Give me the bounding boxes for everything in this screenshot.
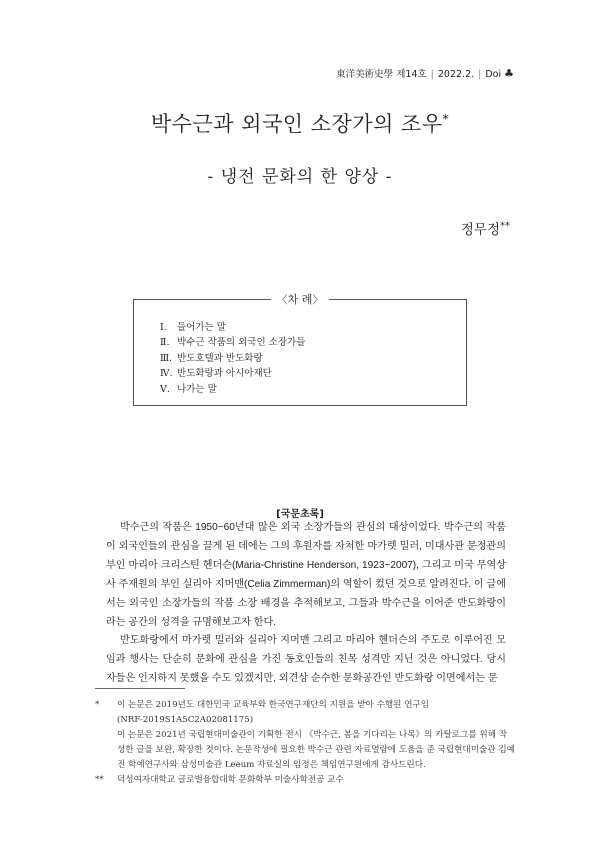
- header-separator: |: [430, 69, 434, 80]
- footnote-line: 이 논문은 2019년도 대한민국 교육부와 한국연구재단의 지원을 받아 수행된 연구임: [117, 700, 430, 710]
- author: [461, 218, 510, 238]
- toc-item-label: 박수근 작품의 외국인 소장가들: [177, 337, 306, 349]
- footnote: [95, 698, 515, 773]
- club-suit-icon: ♣: [504, 67, 514, 80]
- toc-item-number: Ⅲ.: [160, 352, 173, 364]
- author-footnote-mark: **: [500, 220, 510, 232]
- author-name: 정무정: [460, 222, 500, 238]
- footnotes: [95, 698, 515, 787]
- footnote-divider: [95, 688, 185, 689]
- footnote-line: 덕성여자대학교 글로벌융합대학 문화학부 미술사학전공 교수: [117, 774, 344, 785]
- title-footnote-mark: *: [442, 112, 450, 126]
- toc-item: [160, 320, 305, 335]
- footnote-line: 이 논문은 2021년 국립현대미술관이 기획한 전시 《박수근, 봄을 기다리는 나목》의 카탈로그를 위해 작성한 글을 보완, 확장한 것이다. 논문작성에 필요한 박수근 관련 자료열람에 도움을 준 국립현대미술관 김예진 학예연구사와 삼성미술관 Leeum 자료실의 임정은 책임연구원에게 감사드린다.: [117, 729, 515, 770]
- toc-list: [160, 320, 305, 397]
- doi-label: Doi: [485, 69, 502, 80]
- journal-date: 2022.2.: [437, 69, 475, 80]
- toc-item-label: 반도호텔과 반도화랑: [177, 352, 263, 364]
- abstract-body: [106, 519, 506, 689]
- toc-item-number: Ⅴ.: [160, 383, 170, 395]
- toc-heading-text: 〈차 례〉: [271, 293, 330, 306]
- footnote-line: (NRF-2019S1A5C2A02081175): [117, 714, 254, 725]
- toc-item: [160, 366, 305, 381]
- footnote-mark: *: [95, 700, 100, 710]
- toc-item-label: 들어가는 말: [177, 322, 226, 333]
- toc-item: [160, 335, 305, 350]
- toc-item-number: Ⅰ.: [160, 322, 167, 333]
- toc-item-number: Ⅱ.: [160, 337, 170, 349]
- journal-issue: 제14호: [396, 69, 427, 80]
- toc-item-label: 반도화랑과 아시아재단: [177, 368, 272, 380]
- paper-title-text: 박수근과 외국인 소장가의 조우: [150, 112, 443, 136]
- journal-name: 東洋美術史學: [336, 69, 394, 80]
- toc-item: [160, 351, 305, 366]
- paper-title: [0, 108, 600, 138]
- toc-item-label: 나가는 말: [177, 383, 217, 395]
- toc-heading: [0, 291, 600, 307]
- abstract-paragraph: 반도화랑에서 마가렛 밀러와 실리아 지머맨 그리고 마리아 헨더슨의 주도로 이루어진 모임과 행사는 단순히 문화에 관심을 가진 동호인들의 친목 성격만 지닌 것은 아니었다. 당시 자들은 인지하지 못했을 수도 있겠지만, 외견상 순수한 문화공간인 반도화랑 이면에서는 문: [106, 635, 506, 685]
- toc-item-number: Ⅳ.: [160, 368, 173, 380]
- footnote-mark: **: [95, 774, 104, 785]
- journal-header: [336, 66, 514, 80]
- paper-subtitle: - 냉전 문화의 한 양상 -: [207, 167, 393, 187]
- abstract-heading: [국문초록]: [276, 509, 324, 520]
- header-separator: |: [478, 69, 482, 80]
- abstract-paragraph: 박수근의 작품은 1950~60년대 많은 외국 소장가들의 관심의 대상이었다. 박수근의 작품이 외국인들의 관심을 끌게 된 데에는 그의 후원자를 자처한 마가렛 밀러, 미대사관 문정관의 부인 마리아 크리스틴 헨더슨(Maria-Christine Henderson, 1923~2007), 그리고 미국 무역상사 주재원의 부인 실리아 지머맨(Celia Zimmerman)의 역할이 컸던 것으로 알려진다. 이 글에서는 외국인 소장가들의 작품 소장 배경을 추적해보고, 그들과 박수근을 이어준 반도화랑이라는 공간의 성격을 규명해보고자 한다.: [106, 522, 506, 628]
- footnote: [95, 773, 515, 788]
- toc-item: [160, 382, 305, 397]
